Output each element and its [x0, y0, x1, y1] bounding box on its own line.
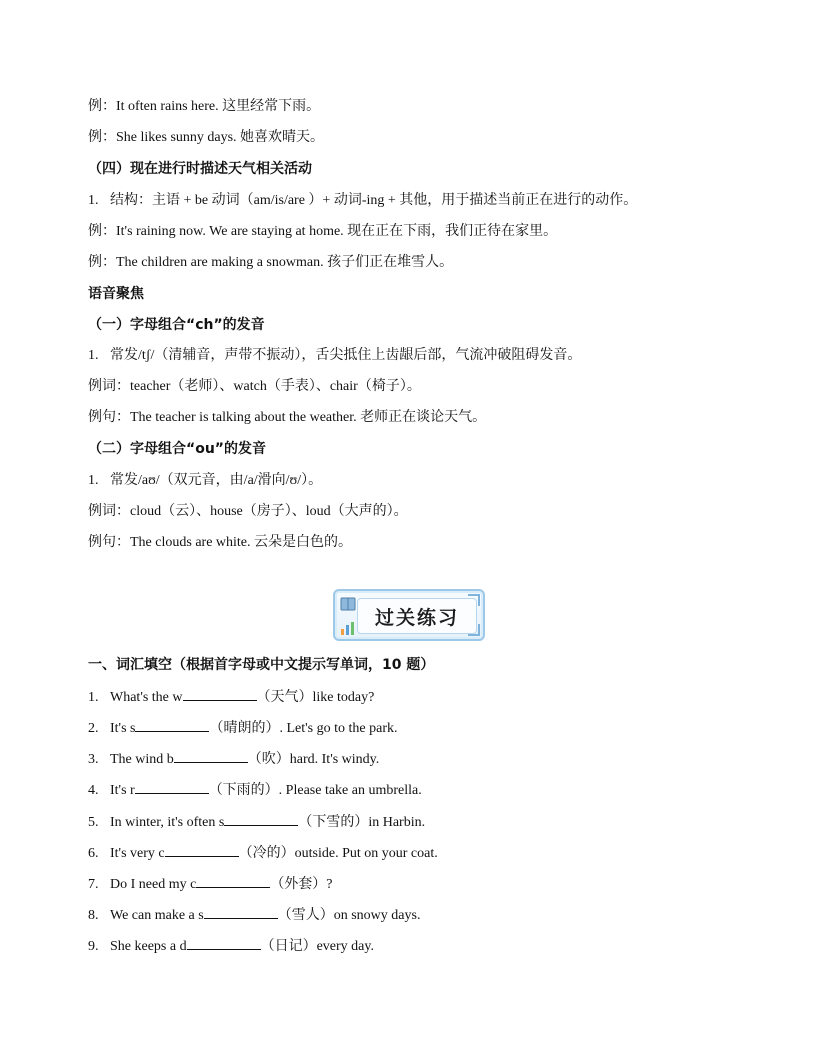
- answer-blank[interactable]: [196, 873, 270, 888]
- example-label: 例词：: [88, 504, 130, 519]
- item-hint: （雪人）on snowy days.: [277, 908, 421, 923]
- item-number: 4.: [88, 783, 99, 798]
- item-hint: （下雨的）. Please take an umbrella.: [208, 783, 422, 798]
- banner-title: 过关练习: [357, 598, 477, 634]
- corner-decoration: [468, 594, 480, 606]
- example-text: It's raining now. We are staying at home. 现在正在下雨，我们正待在家里。: [116, 224, 558, 239]
- item-number: 3.: [88, 752, 99, 767]
- answer-blank[interactable]: [187, 935, 261, 950]
- item-prompt: It's r: [110, 783, 135, 798]
- exercise-title: 一、词汇填空（根据首字母或中文提示写单词，10 题）: [88, 657, 435, 673]
- item-number: 1.: [88, 473, 99, 488]
- item-hint: （外套）?: [270, 877, 333, 892]
- example-text: teacher（老师）、watch（手表）、chair（椅子）。: [130, 379, 421, 394]
- example-text: The clouds are white. 云朵是白色的。: [130, 535, 353, 550]
- item-number: 5.: [88, 815, 99, 830]
- ch-rule: [88, 346, 581, 366]
- exercise-item: [88, 873, 333, 895]
- practice-banner: [333, 589, 485, 641]
- answer-blank[interactable]: [224, 811, 298, 826]
- item-hint: （吹）hard. It's windy.: [247, 752, 380, 767]
- phonics-title: 语音聚焦: [88, 286, 144, 302]
- example-line: [88, 97, 320, 117]
- example-line: [88, 253, 453, 273]
- item-text: 常发/aʊ/（双元音，由/a/滑向/ʊ/）。: [110, 473, 323, 488]
- item-text: 结构：主语 + be 动词（am/is/are ）+ 动词-ing + 其他，用于描述当前正在进行的动作。: [110, 193, 638, 208]
- item-number: 8.: [88, 908, 99, 923]
- item-hint: （晴朗的）. Let's go to the park.: [209, 721, 398, 736]
- example-text: The children are making a snowman. 孩子们正在堆雪人。: [116, 255, 454, 270]
- item-prompt: What's the w: [110, 690, 183, 705]
- exercise-item: [88, 748, 379, 770]
- ch-example-sentence: [88, 408, 486, 428]
- item-number: 1.: [88, 348, 99, 363]
- item-number: 1.: [88, 690, 99, 705]
- item-prompt: The wind b: [110, 752, 174, 767]
- exercise-item: [88, 935, 374, 957]
- example-label: 例：: [88, 99, 116, 114]
- answer-blank[interactable]: [204, 904, 278, 919]
- example-label: 例词：: [88, 379, 130, 394]
- example-label: 例：: [88, 130, 116, 145]
- item-prompt: She keeps a d: [110, 939, 187, 954]
- ou-example-words: [88, 502, 408, 522]
- ch-example-words: [88, 377, 421, 397]
- example-line: [88, 222, 557, 242]
- example-label: 例：: [88, 224, 116, 239]
- answer-blank[interactable]: [165, 842, 239, 857]
- ou-rule: [88, 471, 322, 491]
- example-text: It often rains here. 这里经常下雨。: [116, 99, 321, 114]
- answer-blank[interactable]: [183, 686, 257, 701]
- item-prompt: In winter, it's often s: [110, 815, 225, 830]
- answer-blank[interactable]: [174, 748, 248, 763]
- item-number: 9.: [88, 939, 99, 954]
- example-line: [88, 128, 324, 148]
- item-text: 常发/tʃ/（清辅音，声带不振动），舌尖抵住上齿龈后部，气流冲破阻碍发音。: [110, 348, 582, 363]
- item-prompt: It's s: [110, 721, 136, 736]
- chart-icon: [339, 619, 357, 637]
- item-hint: （天气）like today?: [256, 690, 375, 705]
- example-label: 例：: [88, 255, 116, 270]
- answer-blank[interactable]: [135, 717, 209, 732]
- example-label: 例句：: [88, 410, 130, 425]
- ou-heading: （二）字母组合“ou”的发音: [88, 441, 266, 457]
- answer-blank[interactable]: [135, 779, 209, 794]
- example-text: cloud（云）、house（房子）、loud（大声的）。: [130, 504, 408, 519]
- section-heading: （四）现在进行时描述天气相关活动: [88, 161, 312, 177]
- example-text: She likes sunny days. 她喜欢晴天。: [116, 130, 325, 145]
- item-prompt: We can make a s: [110, 908, 204, 923]
- item-hint: （下雪的）in Harbin.: [298, 815, 426, 830]
- item-number: 6.: [88, 846, 99, 861]
- item-number: 7.: [88, 877, 99, 892]
- item-hint: （冷的）outside. Put on your coat.: [238, 846, 438, 861]
- ch-heading: （一）字母组合“ch”的发音: [88, 317, 265, 333]
- exercise-item: [88, 904, 420, 926]
- corner-decoration: [468, 624, 480, 636]
- item-number: 2.: [88, 721, 99, 736]
- exercise-item: [88, 779, 422, 801]
- example-text: The teacher is talking about the weather. 老师正在谈论天气。: [130, 410, 487, 425]
- book-icon: [339, 595, 357, 613]
- example-label: 例句：: [88, 535, 130, 550]
- exercise-item: [88, 717, 397, 739]
- exercise-item: [88, 842, 438, 864]
- exercise-item: [88, 686, 374, 708]
- ou-example-sentence: [88, 533, 352, 553]
- item-prompt: Do I need my c: [110, 877, 197, 892]
- item-number: 1.: [88, 193, 99, 208]
- item-prompt: It's very c: [110, 846, 165, 861]
- structure-item: [88, 191, 637, 211]
- exercise-item: [88, 811, 425, 833]
- item-hint: （日记）every day.: [260, 939, 374, 954]
